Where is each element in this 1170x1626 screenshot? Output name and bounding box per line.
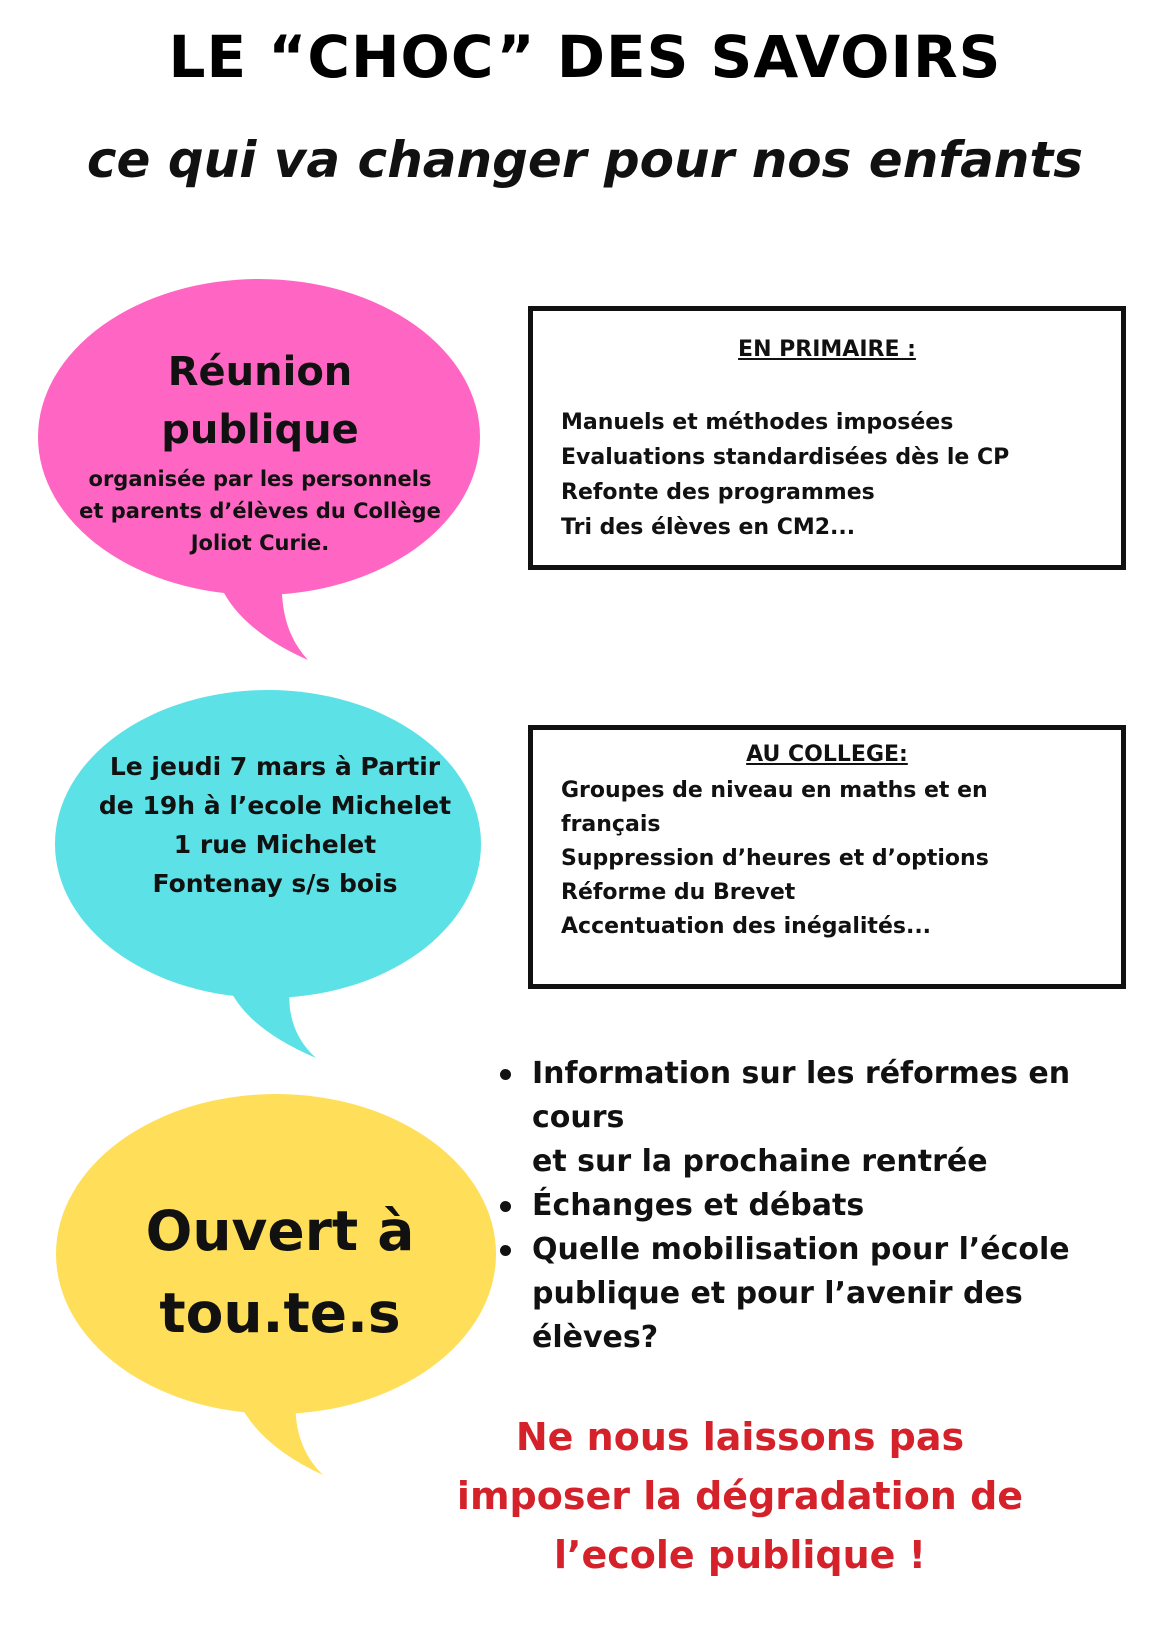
list-item: Accentuation des inégalités... — [561, 914, 932, 939]
reunion-organizers-line: Joliot Curie. — [190, 531, 330, 555]
agenda-line: Quelle mobilisation pour l’école — [532, 1232, 1070, 1267]
closing-line: Ne nous laissons pas — [515, 1415, 965, 1459]
list-item: Tri des élèves en CM2... — [561, 515, 856, 540]
reunion-title-line: Réunion — [167, 349, 353, 395]
agenda-item — [496, 1184, 1156, 1228]
event-date-location — [75, 747, 475, 903]
list-item: français — [561, 812, 661, 837]
agenda-line: Information sur les réformes en cours — [532, 1056, 1071, 1135]
open-to-all — [60, 1190, 500, 1354]
list-item: Evaluations standardisées dès le CP — [561, 445, 1010, 470]
list-item: Réforme du Brevet — [561, 880, 796, 905]
primaire-title: EN PRIMAIRE : — [738, 337, 916, 362]
agenda-item — [496, 1052, 1156, 1184]
agenda-line: publique et pour l’avenir des élèves? — [532, 1276, 1023, 1355]
agenda-line: et sur la prochaine rentrée — [532, 1144, 988, 1179]
list-item: Refonte des programmes — [561, 480, 875, 505]
open-line: tou.te.s — [159, 1281, 401, 1345]
reunion-organizers-line: et parents d’élèves du Collège — [79, 499, 441, 523]
list-item: Groupes de niveau en maths et en — [561, 778, 988, 803]
agenda-line: Échanges et débats — [532, 1188, 865, 1223]
primaire-box — [528, 306, 1126, 570]
bullet-icon — [500, 1069, 511, 1080]
agenda-item — [496, 1228, 1156, 1360]
college-list — [561, 774, 1107, 944]
college-box — [528, 725, 1126, 989]
primaire-list — [561, 405, 1107, 545]
event-line: Le jeudi 7 mars à Partir — [109, 752, 441, 781]
reunion-organizers — [70, 463, 450, 559]
event-line: 1 rue Michelet — [173, 830, 377, 859]
list-item: Manuels et méthodes imposées — [561, 410, 954, 435]
page-subtitle: ce qui va changer pour nos enfants — [86, 131, 1084, 189]
page-title: LE “CHOC” DES SAVOIRS — [168, 23, 1002, 91]
open-line: Ouvert à — [145, 1199, 415, 1263]
bullet-icon — [500, 1245, 511, 1256]
event-line: Fontenay s/s bois — [152, 869, 398, 898]
bullet-icon — [500, 1201, 511, 1212]
closing-line: imposer la dégradation de — [456, 1474, 1024, 1518]
agenda-list — [496, 1052, 1156, 1360]
college-title: AU COLLEGE: — [746, 742, 908, 767]
reunion-title-line: publique — [161, 407, 359, 453]
reunion-organizers-line: organisée par les personnels — [88, 467, 432, 491]
closing-line: l’ecole publique ! — [554, 1533, 926, 1577]
list-item: Suppression d’heures et d’options — [561, 846, 989, 871]
closing-call-to-action — [440, 1408, 1040, 1585]
reunion-title — [60, 343, 460, 459]
event-line: de 19h à l’ecole Michelet — [98, 791, 452, 820]
